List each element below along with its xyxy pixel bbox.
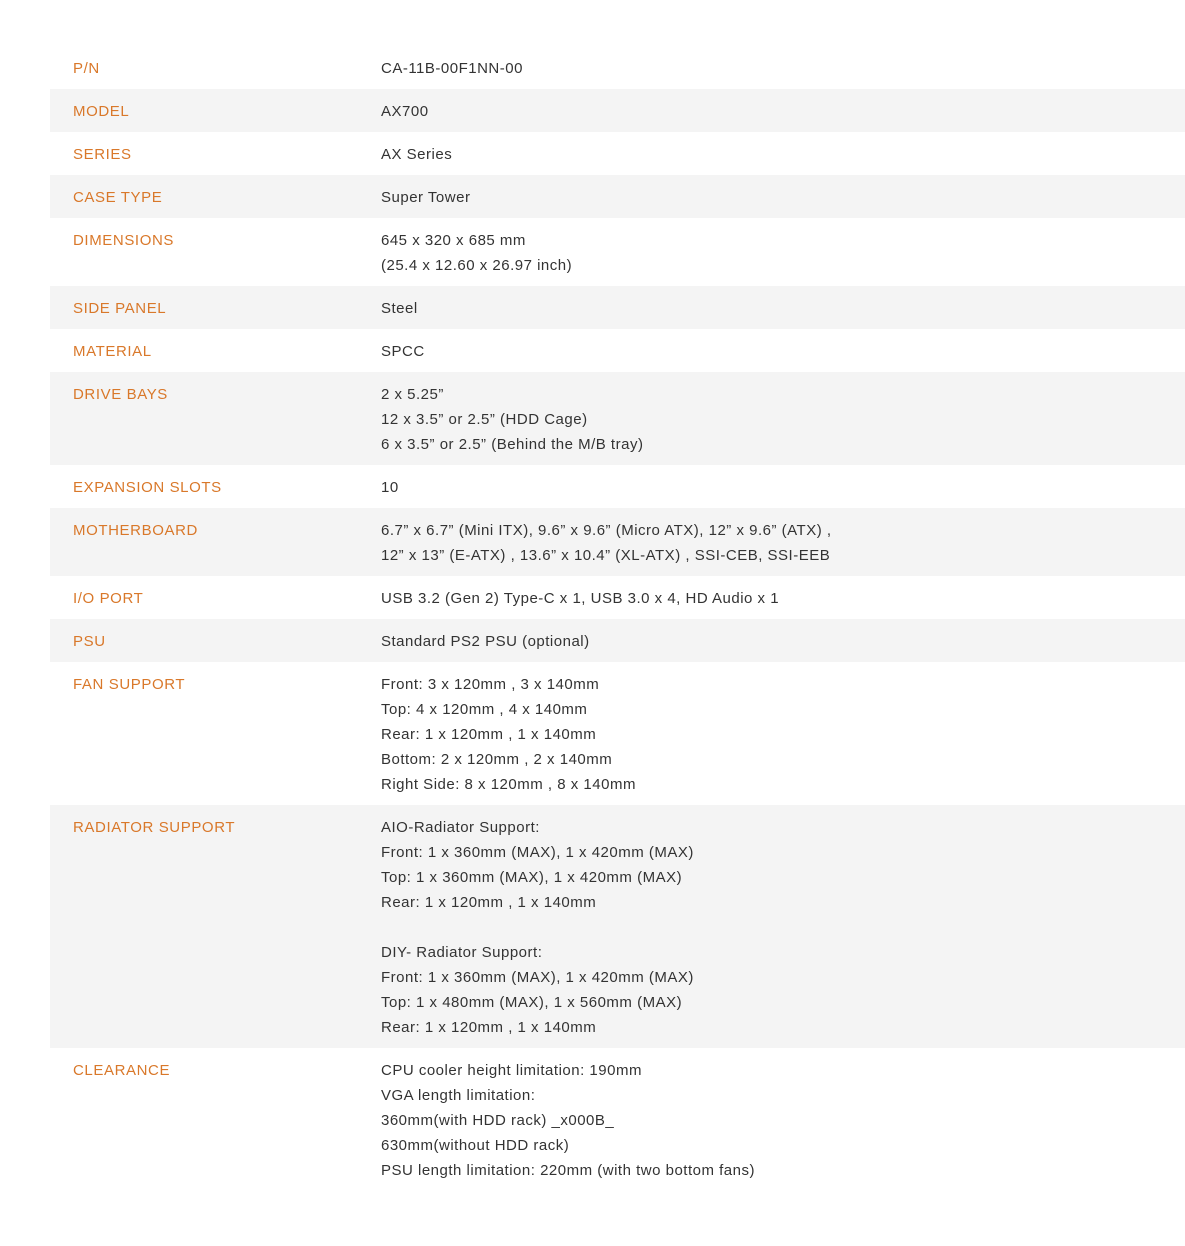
- spec-value-line: Front: 1 x 360mm (MAX), 1 x 420mm (MAX): [381, 844, 694, 861]
- spec-label: DRIVE BAYS: [73, 386, 168, 403]
- spec-value: [381, 228, 1185, 278]
- spec-value-line: 12 x 3.5” or 2.5” (HDD Cage): [381, 411, 588, 428]
- spec-value-line: Front: 3 x 120mm , 3 x 140mm: [381, 676, 600, 693]
- spec-row: [50, 329, 1185, 372]
- spec-row: [50, 46, 1185, 89]
- spec-value: [381, 382, 1185, 457]
- spec-label: MODEL: [73, 103, 130, 120]
- spec-label: CASE TYPE: [73, 189, 163, 206]
- spec-value-line: 10: [381, 479, 399, 496]
- spec-value-line: CA-11B-00F1NN-00: [381, 60, 523, 77]
- spec-row: [50, 508, 1185, 576]
- spec-row: [50, 89, 1185, 132]
- spec-value-line: CPU cooler height limitation: 190mm: [381, 1062, 642, 1079]
- spec-label: PSU: [73, 633, 106, 650]
- spec-label: MATERIAL: [73, 343, 152, 360]
- spec-row: [50, 465, 1185, 508]
- spec-value-line: 645 x 320 x 685 mm: [381, 232, 526, 249]
- spec-value-line: Standard PS2 PSU (optional): [381, 633, 590, 650]
- spec-value-line: Rear: 1 x 120mm , 1 x 140mm: [381, 1019, 597, 1036]
- spec-value-line: Top: 1 x 360mm (MAX), 1 x 420mm (MAX): [381, 869, 683, 886]
- spec-value-line: Right Side: 8 x 120mm , 8 x 140mm: [381, 776, 636, 793]
- spec-value-line: Top: 1 x 480mm (MAX), 1 x 560mm (MAX): [381, 994, 683, 1011]
- spec-value-line: 360mm(with HDD rack) _x000B_: [381, 1112, 615, 1129]
- spec-row: [50, 619, 1185, 662]
- spec-value: [381, 56, 1185, 81]
- spec-value: [381, 518, 1185, 568]
- spec-value: [381, 1058, 1185, 1183]
- spec-value-line: AIO-Radiator Support:: [381, 819, 540, 836]
- spec-value-line: Steel: [381, 300, 418, 317]
- spec-value: [381, 586, 1185, 611]
- spec-value-line: USB 3.2 (Gen 2) Type-C x 1, USB 3.0 x 4, HD Audio x 1: [381, 590, 780, 607]
- spec-label: SIDE PANEL: [73, 300, 167, 317]
- spec-value-line: PSU length limitation: 220mm (with two bottom fans): [381, 1162, 755, 1179]
- spec-value-line: Rear: 1 x 120mm , 1 x 140mm: [381, 726, 597, 743]
- spec-value-line: VGA length limitation:: [381, 1087, 536, 1104]
- spec-row: [50, 286, 1185, 329]
- spec-label: SERIES: [73, 146, 132, 163]
- spec-value: [381, 475, 1185, 500]
- spec-value: [381, 672, 1185, 797]
- spec-label: EXPANSION SLOTS: [73, 479, 222, 496]
- spec-value: [381, 99, 1185, 124]
- spec-label: DIMENSIONS: [73, 232, 175, 249]
- spec-value: [381, 296, 1185, 321]
- spec-value-line: AX700: [381, 103, 429, 120]
- spec-value-line: 630mm(without HDD rack): [381, 1137, 570, 1154]
- spec-value-line: DIY- Radiator Support:: [381, 944, 543, 961]
- spec-value: [381, 339, 1185, 364]
- spec-value-line: SPCC: [381, 343, 425, 360]
- spec-value-line: (25.4 x 12.60 x 26.97 inch): [381, 257, 573, 274]
- spec-value: [381, 185, 1185, 210]
- spec-value-line: 6.7” x 6.7” (Mini ITX), 9.6” x 9.6” (Micro ATX), 12” x 9.6” (ATX) ,: [381, 522, 832, 539]
- spec-value-line: 12” x 13” (E-ATX) , 13.6” x 10.4” (XL-ATX) , SSI-CEB, SSI-EEB: [381, 547, 831, 564]
- spec-value-line: 2 x 5.25”: [381, 386, 444, 403]
- spec-value: [381, 815, 1185, 1040]
- spec-value-line: [381, 915, 1185, 940]
- spec-value-line: Rear: 1 x 120mm , 1 x 140mm: [381, 894, 597, 911]
- spec-table: [50, 46, 1185, 1191]
- spec-value-line: Bottom: 2 x 120mm , 2 x 140mm: [381, 751, 613, 768]
- spec-row: [50, 372, 1185, 465]
- spec-value: [381, 142, 1185, 167]
- spec-label: P/N: [73, 60, 100, 77]
- spec-label: MOTHERBOARD: [73, 522, 198, 539]
- spec-row: [50, 805, 1185, 1048]
- spec-label: RADIATOR SUPPORT: [73, 819, 236, 836]
- spec-row: [50, 576, 1185, 619]
- spec-value-line: AX Series: [381, 146, 453, 163]
- spec-row: [50, 662, 1185, 805]
- spec-row: [50, 218, 1185, 286]
- spec-label: CLEARANCE: [73, 1062, 171, 1079]
- spec-value-line: Front: 1 x 360mm (MAX), 1 x 420mm (MAX): [381, 969, 694, 986]
- spec-row: [50, 175, 1185, 218]
- spec-value-line: Top: 4 x 120mm , 4 x 140mm: [381, 701, 588, 718]
- spec-value: [381, 629, 1185, 654]
- spec-label: FAN SUPPORT: [73, 676, 186, 693]
- spec-row: [50, 1048, 1185, 1191]
- spec-value-line: Super Tower: [381, 189, 471, 206]
- spec-row: [50, 132, 1185, 175]
- spec-value-line: 6 x 3.5” or 2.5” (Behind the M/B tray): [381, 436, 644, 453]
- spec-label: I/O PORT: [73, 590, 144, 607]
